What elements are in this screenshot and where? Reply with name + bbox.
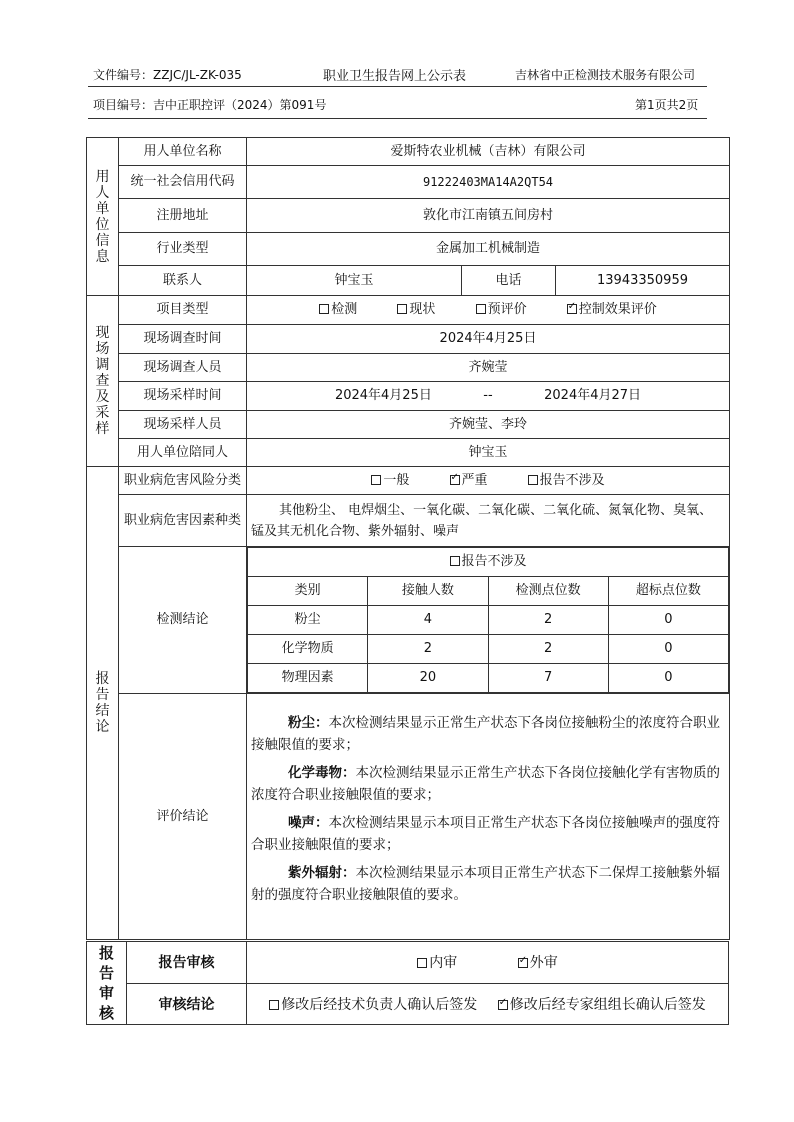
label-escort: 用人单位陪同人 xyxy=(119,439,247,467)
row-surveyor xyxy=(87,354,730,382)
review-type-options xyxy=(247,942,729,984)
cell-points: 2 xyxy=(488,635,608,664)
sampling-start: 2024年4月25日 xyxy=(334,388,432,403)
checkbox-risk-normal[interactable] xyxy=(371,475,381,485)
evaluation-text xyxy=(247,694,730,940)
detection-table xyxy=(247,547,729,693)
section-survey-label: 现场调查及采样 xyxy=(87,296,119,467)
file-number: 文件编号：ZZJC/JL-ZK-035 xyxy=(93,68,242,82)
row-survey-time xyxy=(87,325,730,354)
row-review-type xyxy=(87,942,729,984)
checkbox-expert-signoff[interactable] xyxy=(498,1000,508,1010)
cell-exceeding: 0 xyxy=(608,606,728,635)
cell-points: 7 xyxy=(488,664,608,693)
option-internal-review[interactable]: 内审 xyxy=(417,955,457,971)
cell-exposed: 20 xyxy=(368,664,488,693)
sampling-end: 2024年4月27日 xyxy=(544,388,642,403)
col-exceeding: 超标点位数 xyxy=(608,577,728,606)
sampling-time xyxy=(247,382,730,411)
label-industry: 行业类型 xyxy=(119,233,247,266)
row-project-type xyxy=(87,296,730,325)
sampling-separator: -- xyxy=(483,388,493,403)
checkbox-tech-signoff[interactable] xyxy=(269,1000,279,1010)
row-credit-code xyxy=(87,166,730,199)
checkbox-risk-na[interactable] xyxy=(528,475,538,485)
detection-table-cell xyxy=(247,547,730,694)
option-control-eval[interactable]: ✓ 控制效果评价 xyxy=(567,302,657,317)
phone-number: 13943350959 xyxy=(556,266,730,296)
label-review-result: 审核结论 xyxy=(127,983,247,1025)
option-expert-signoff[interactable]: ✓ 修改后经专家组组长确认后签发 xyxy=(498,997,706,1013)
project-type-options xyxy=(247,296,730,325)
section-conclusion-label: 报告结论 xyxy=(87,467,119,940)
detection-not-involved-row xyxy=(248,548,729,577)
eval-dust: 粉尘：本次检测结果显示正常生产状态下各岗位接触粉尘的浓度符合职业接触限值的要求； xyxy=(251,715,720,753)
checkbox-detect[interactable] xyxy=(319,304,329,314)
row-contact xyxy=(87,266,730,296)
label-review-type: 报告审核 xyxy=(127,942,247,984)
option-not-involved[interactable]: 报告不涉及 xyxy=(248,548,729,577)
contact-person: 钟宝玉 xyxy=(247,266,462,296)
option-pre-eval[interactable]: 预评价 xyxy=(476,302,527,317)
project-number: 项目编号：吉中正职控评（2024）第091号 xyxy=(93,98,327,112)
option-detect[interactable]: 检测 xyxy=(319,302,357,317)
checkbox-pre-eval[interactable] xyxy=(476,304,486,314)
checkbox-status[interactable] xyxy=(397,304,407,314)
cell-points: 2 xyxy=(488,606,608,635)
label-project-type: 项目类型 xyxy=(119,296,247,325)
label-risk: 职业病危害风险分类 xyxy=(119,467,247,495)
row-evaluation xyxy=(87,694,730,940)
row-detection xyxy=(87,547,730,694)
cell-category: 物理因素 xyxy=(248,664,368,693)
row-employer-name xyxy=(87,138,730,166)
page-indicator: 第1页共2页 xyxy=(635,98,699,112)
credit-code: 91222403MA14A2QT54 xyxy=(247,166,730,199)
col-points: 检测点位数 xyxy=(488,577,608,606)
label-contact: 联系人 xyxy=(119,266,247,296)
cell-category: 粉尘 xyxy=(248,606,368,635)
section-review-label: 报告审核 xyxy=(87,942,127,1025)
col-category: 类别 xyxy=(248,577,368,606)
label-credit-code: 统一社会信用代码 xyxy=(119,166,247,199)
cell-category: 化学物质 xyxy=(248,635,368,664)
review-result-options xyxy=(247,983,729,1025)
option-status[interactable]: 现状 xyxy=(397,302,435,317)
sampler: 齐婉莹、李玲 xyxy=(247,411,730,439)
checkbox-not-involved[interactable] xyxy=(450,556,460,566)
header-divider-2 xyxy=(88,118,707,119)
label-address: 注册地址 xyxy=(119,199,247,233)
label-surveyor: 现场调查人员 xyxy=(119,354,247,382)
row-escort xyxy=(87,439,730,467)
checkbox-risk-severe[interactable] xyxy=(450,475,460,485)
label-phone: 电话 xyxy=(462,266,556,296)
option-tech-signoff[interactable]: 修改后经技术负责人确认后签发 xyxy=(269,997,477,1013)
cell-exposed: 2 xyxy=(368,635,488,664)
cell-exposed: 4 xyxy=(368,606,488,635)
row-sampling-time xyxy=(87,382,730,411)
row-factors xyxy=(87,495,730,547)
row-industry xyxy=(87,233,730,266)
escort: 钟宝玉 xyxy=(247,439,730,467)
label-employer-name: 用人单位名称 xyxy=(119,138,247,166)
table-row xyxy=(248,635,729,664)
section-employer-label: 用人单位信息 xyxy=(87,138,119,296)
header-divider xyxy=(88,86,707,87)
checkbox-internal-review[interactable] xyxy=(417,958,427,968)
hazard-factors: 其他粉尘、 电焊烟尘、一氧化碳、二氧化碳、二氧化硫、氮氧化物、臭氧、锰及其无机化合物、紫外辐射、噪声 xyxy=(247,495,730,547)
option-risk-severe[interactable]: ✓ 严重 xyxy=(450,473,488,488)
detection-header-row xyxy=(248,577,729,606)
label-detection: 检测结论 xyxy=(119,547,247,694)
table-row xyxy=(248,606,729,635)
eval-uv: 紫外辐射：本次检测结果显示本项目正常生产状态下二保焊工接触紫外辐射的强度符合职业接触限值的要求。 xyxy=(251,865,720,903)
col-exposed: 接触人数 xyxy=(368,577,488,606)
option-external-review[interactable]: ✓ 外审 xyxy=(518,955,558,971)
public-report-table xyxy=(86,137,730,940)
eval-chemical: 化学毒物：本次检测结果显示正常生产状态下各岗位接触化学有害物质的浓度符合职业接触限值的要求； xyxy=(251,765,720,803)
review-table xyxy=(86,941,729,1025)
row-risk xyxy=(87,467,730,495)
eval-noise: 噪声：本次检测结果显示本项目正常生产状态下各岗位接触噪声的强度符合职业接触限值的要求； xyxy=(251,815,720,853)
surveyor: 齐婉莹 xyxy=(247,354,730,382)
table-row xyxy=(248,664,729,693)
checkbox-external-review[interactable] xyxy=(518,958,528,968)
label-sampler: 现场采样人员 xyxy=(119,411,247,439)
survey-time: 2024年4月25日 xyxy=(247,325,730,354)
option-risk-normal[interactable]: 一般 xyxy=(371,473,409,488)
row-sampler xyxy=(87,411,730,439)
label-sampling-time: 现场采样时间 xyxy=(119,382,247,411)
company-name: 吉林省中正检测技术服务有限公司 xyxy=(515,68,696,82)
industry: 金属加工机械制造 xyxy=(247,233,730,266)
form-title: 职业卫生报告网上公示表 xyxy=(323,69,467,84)
row-review-result xyxy=(87,983,729,1025)
address: 敦化市江南镇五间房村 xyxy=(247,199,730,233)
label-survey-time: 现场调查时间 xyxy=(119,325,247,354)
label-factors: 职业病危害因素种类 xyxy=(119,495,247,547)
label-evaluation: 评价结论 xyxy=(119,694,247,940)
checkbox-control-eval[interactable] xyxy=(567,304,577,314)
cell-exceeding: 0 xyxy=(608,664,728,693)
row-address xyxy=(87,199,730,233)
cell-exceeding: 0 xyxy=(608,635,728,664)
employer-name: 爱斯特农业机械（吉林）有限公司 xyxy=(247,138,730,166)
risk-options xyxy=(247,467,730,495)
option-risk-na[interactable]: 报告不涉及 xyxy=(528,473,605,488)
